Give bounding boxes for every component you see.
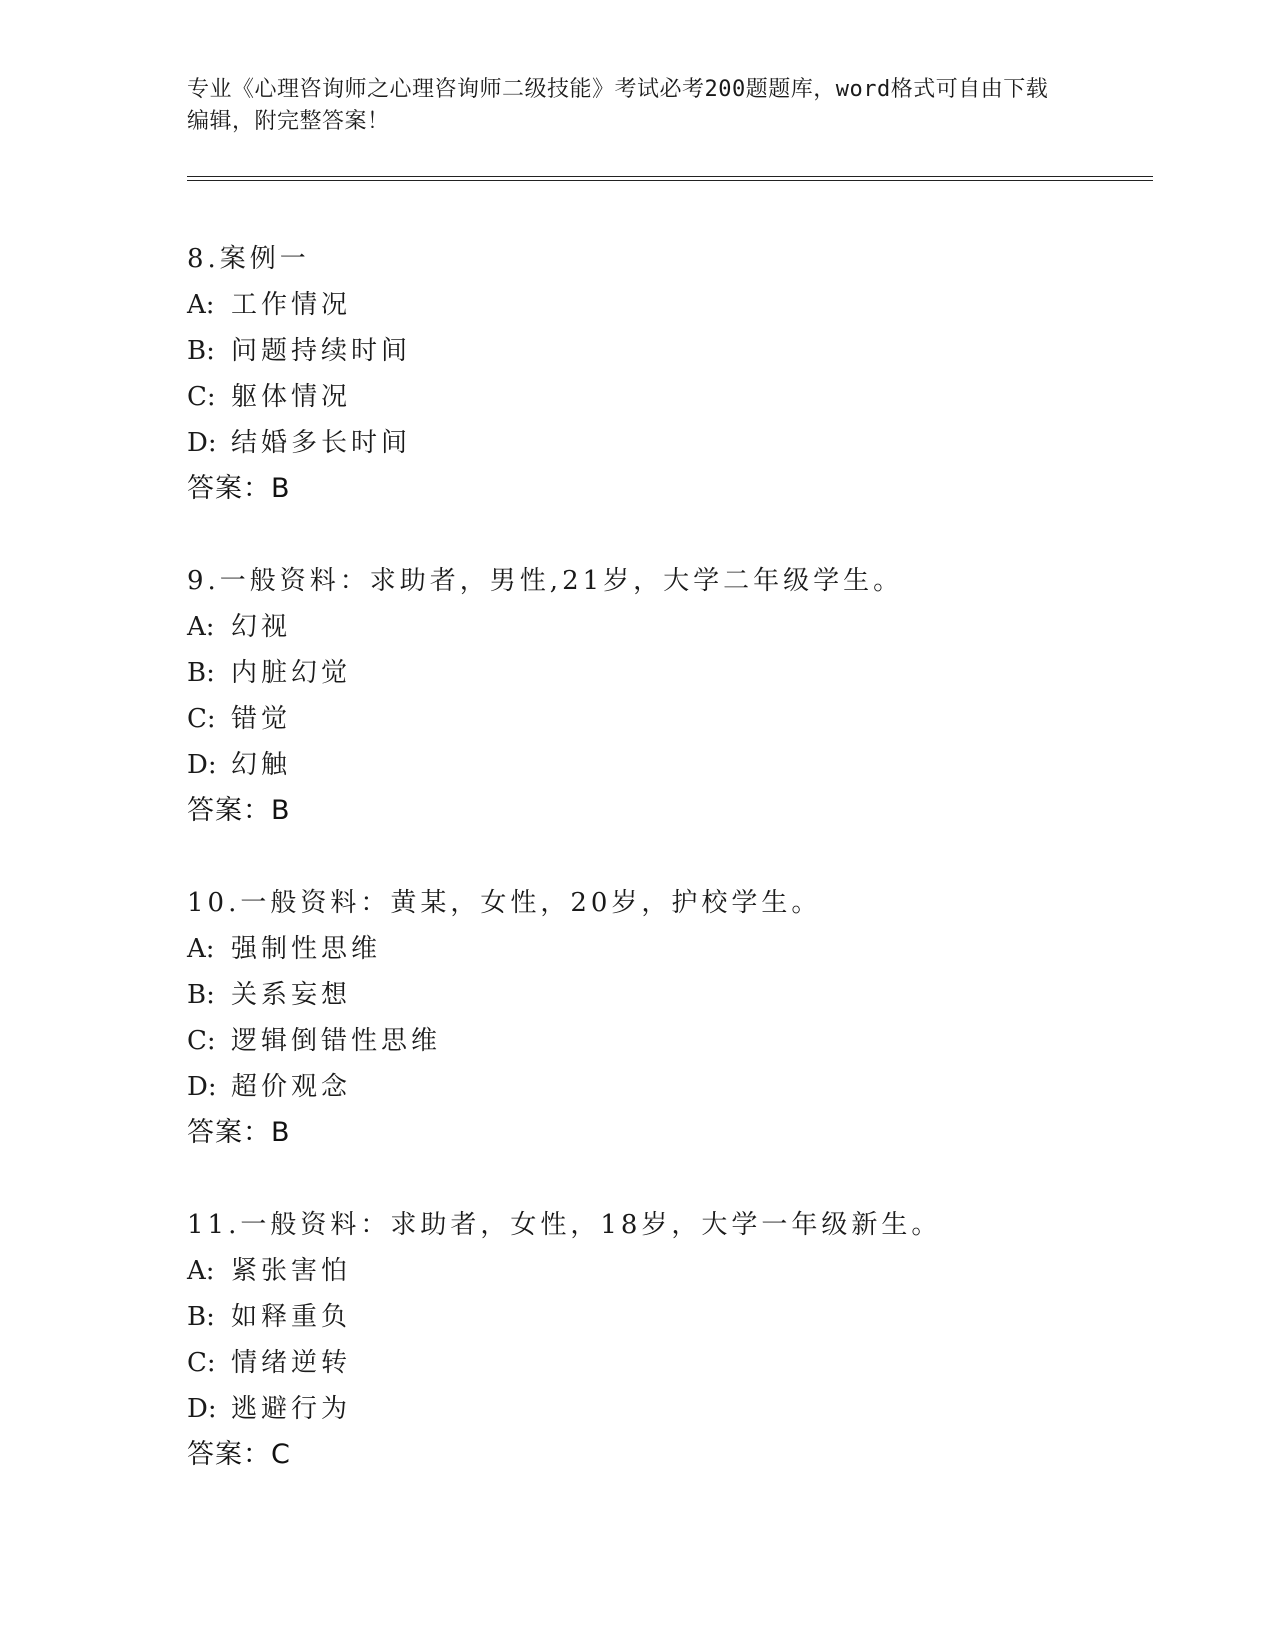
option-d [187,1386,1153,1432]
option-a [187,282,1153,328]
option-text: 内脏幻觉 [231,658,352,688]
question-title: 8.案例一 [187,244,310,274]
option-key: B: [187,336,215,366]
option-key: A: [187,290,215,320]
option-a [187,926,1153,972]
question-block [187,558,1153,834]
option-text: 问题持续时间 [231,336,412,366]
option-text: 逻辑倒错性思维 [231,1026,442,1056]
option-text: 结婚多长时间 [231,428,412,458]
option-text: 关系妄想 [231,980,352,1010]
option-text: 如释重负 [231,1302,352,1332]
option-text: 紧张害怕 [231,1256,352,1286]
option-b [187,650,1153,696]
question-list [187,236,1153,1524]
option-d [187,420,1153,466]
option-key: B: [187,980,215,1010]
option-text: 超价观念 [231,1072,352,1102]
option-d [187,742,1153,788]
option-c [187,1340,1153,1386]
option-b [187,1294,1153,1340]
answer-line: 答案：B [187,795,291,826]
option-key: D: [187,428,217,458]
option-c [187,374,1153,420]
question-block [187,880,1153,1156]
option-key: C: [187,1348,216,1378]
question-block [187,1202,1153,1478]
option-text: 强制性思维 [231,934,382,964]
answer-line: 答案：B [187,473,291,504]
option-key: D: [187,1394,217,1424]
option-key: B: [187,658,215,688]
option-d [187,1064,1153,1110]
option-key: C: [187,382,216,412]
option-c [187,1018,1153,1064]
question-title: 11.一般资料：求助者，女性，18岁，大学一年级新生。 [187,1210,942,1240]
option-text: 幻触 [231,750,292,780]
document-description: 专业《心理咨询师之心理咨询师二级技能》考试必考200题题库，word格式可自由下载编辑，附完整答案！ [187,77,1049,134]
option-text: 幻视 [231,612,292,642]
option-text: 工作情况 [231,290,352,320]
option-b [187,328,1153,374]
option-key: A: [187,934,215,964]
question-block [187,236,1153,512]
option-text: 错觉 [231,704,292,734]
option-text: 情绪逆转 [231,1348,352,1378]
question-title: 9.一般资料：求助者，男性,21岁，大学二年级学生。 [187,566,904,596]
option-text: 逃避行为 [231,1394,352,1424]
option-a [187,1248,1153,1294]
header-divider [187,176,1153,181]
option-key: C: [187,704,216,734]
question-title: 10.一般资料：黄某，女性，20岁，护校学生。 [187,888,822,918]
option-key: A: [187,612,215,642]
option-b [187,972,1153,1018]
option-key: D: [187,750,217,780]
option-c [187,696,1153,742]
option-key: B: [187,1302,215,1332]
option-text: 躯体情况 [231,382,352,412]
answer-line: 答案：B [187,1117,291,1148]
option-key: D: [187,1072,217,1102]
option-key: C: [187,1026,216,1056]
answer-line: 答案：C [187,1439,291,1470]
option-key: A: [187,1256,215,1286]
option-a [187,604,1153,650]
